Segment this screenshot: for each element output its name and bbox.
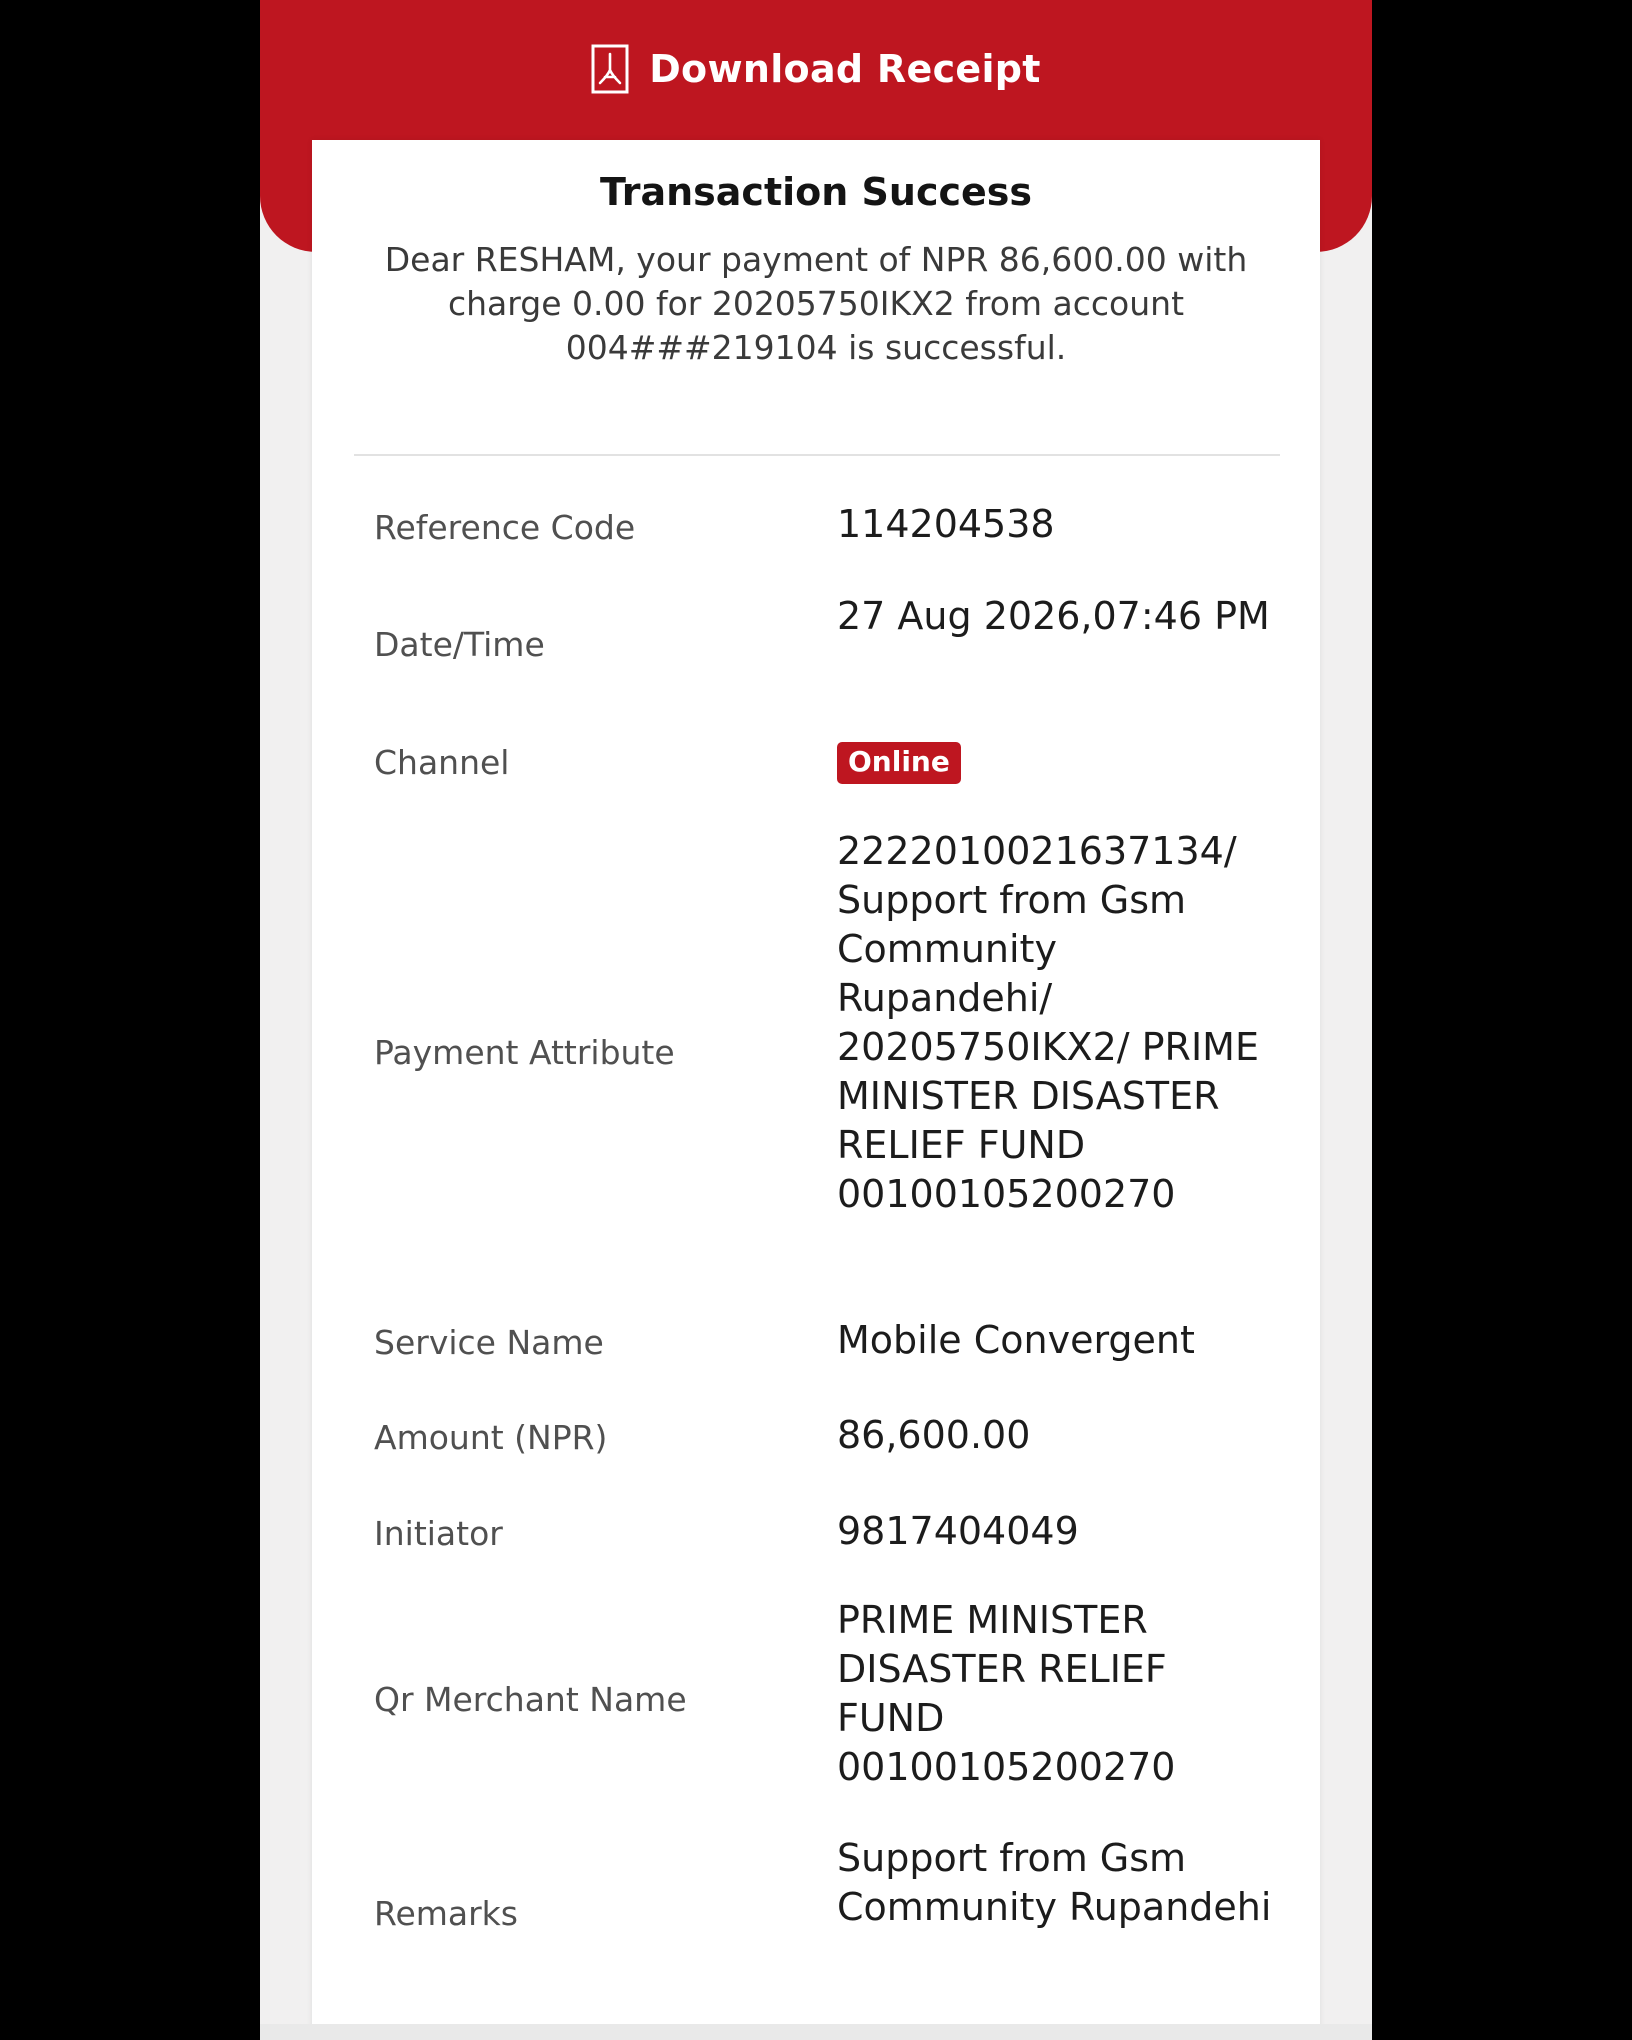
payment-attribute-value: 2222010021637134/ Support from Gsm Community Rupandehi/ 20205750IKX2/ PRIME MINISTER DISASTER RELIEF FUND 00100105200270 bbox=[837, 829, 1259, 1216]
pdf-document-icon bbox=[591, 44, 629, 94]
receipt-screen bbox=[260, 0, 1372, 2040]
bottom-edge bbox=[260, 2024, 1372, 2040]
transaction-status-title: Transaction Success bbox=[599, 170, 1033, 214]
service-name-value: Mobile Convergent bbox=[837, 1318, 1195, 1362]
initiator-value: 9817404049 bbox=[837, 1509, 1079, 1553]
reference-code-value: 114204538 bbox=[837, 502, 1055, 546]
reference-code-label: Reference Code bbox=[374, 508, 636, 547]
download-receipt-button[interactable] bbox=[260, 34, 1372, 104]
remarks-label: Remarks bbox=[374, 1894, 518, 1933]
date-time-value: 27 Aug 2026,07:46 PM bbox=[837, 594, 1270, 638]
amount-label: Amount (NPR) bbox=[374, 1418, 608, 1457]
download-receipt-label: Download Receipt bbox=[649, 47, 1041, 91]
channel-badge: Online bbox=[837, 742, 961, 784]
divider bbox=[354, 454, 1280, 456]
qr-merchant-name-value: PRIME MINISTER DISASTER RELIEF FUND 00100105200270 bbox=[837, 1598, 1176, 1789]
amount-value: 86,600.00 bbox=[837, 1413, 1031, 1457]
initiator-label: Initiator bbox=[374, 1514, 503, 1553]
channel-label: Channel bbox=[374, 743, 510, 782]
channel-value bbox=[837, 734, 1277, 784]
date-time-label: Date/Time bbox=[374, 625, 545, 664]
qr-merchant-name-label: Qr Merchant Name bbox=[374, 1680, 687, 1719]
service-name-label: Service Name bbox=[374, 1323, 604, 1362]
transaction-message: Dear RESHAM, your payment of NPR 86,600.00 with charge 0.00 for 20205750IKX2 from account 004###219104 is successful. bbox=[384, 240, 1248, 367]
remarks-value: Support from Gsm Community Rupandehi bbox=[837, 1836, 1272, 1929]
receipt-card bbox=[312, 140, 1320, 2040]
payment-attribute-label: Payment Attribute bbox=[374, 1033, 675, 1072]
